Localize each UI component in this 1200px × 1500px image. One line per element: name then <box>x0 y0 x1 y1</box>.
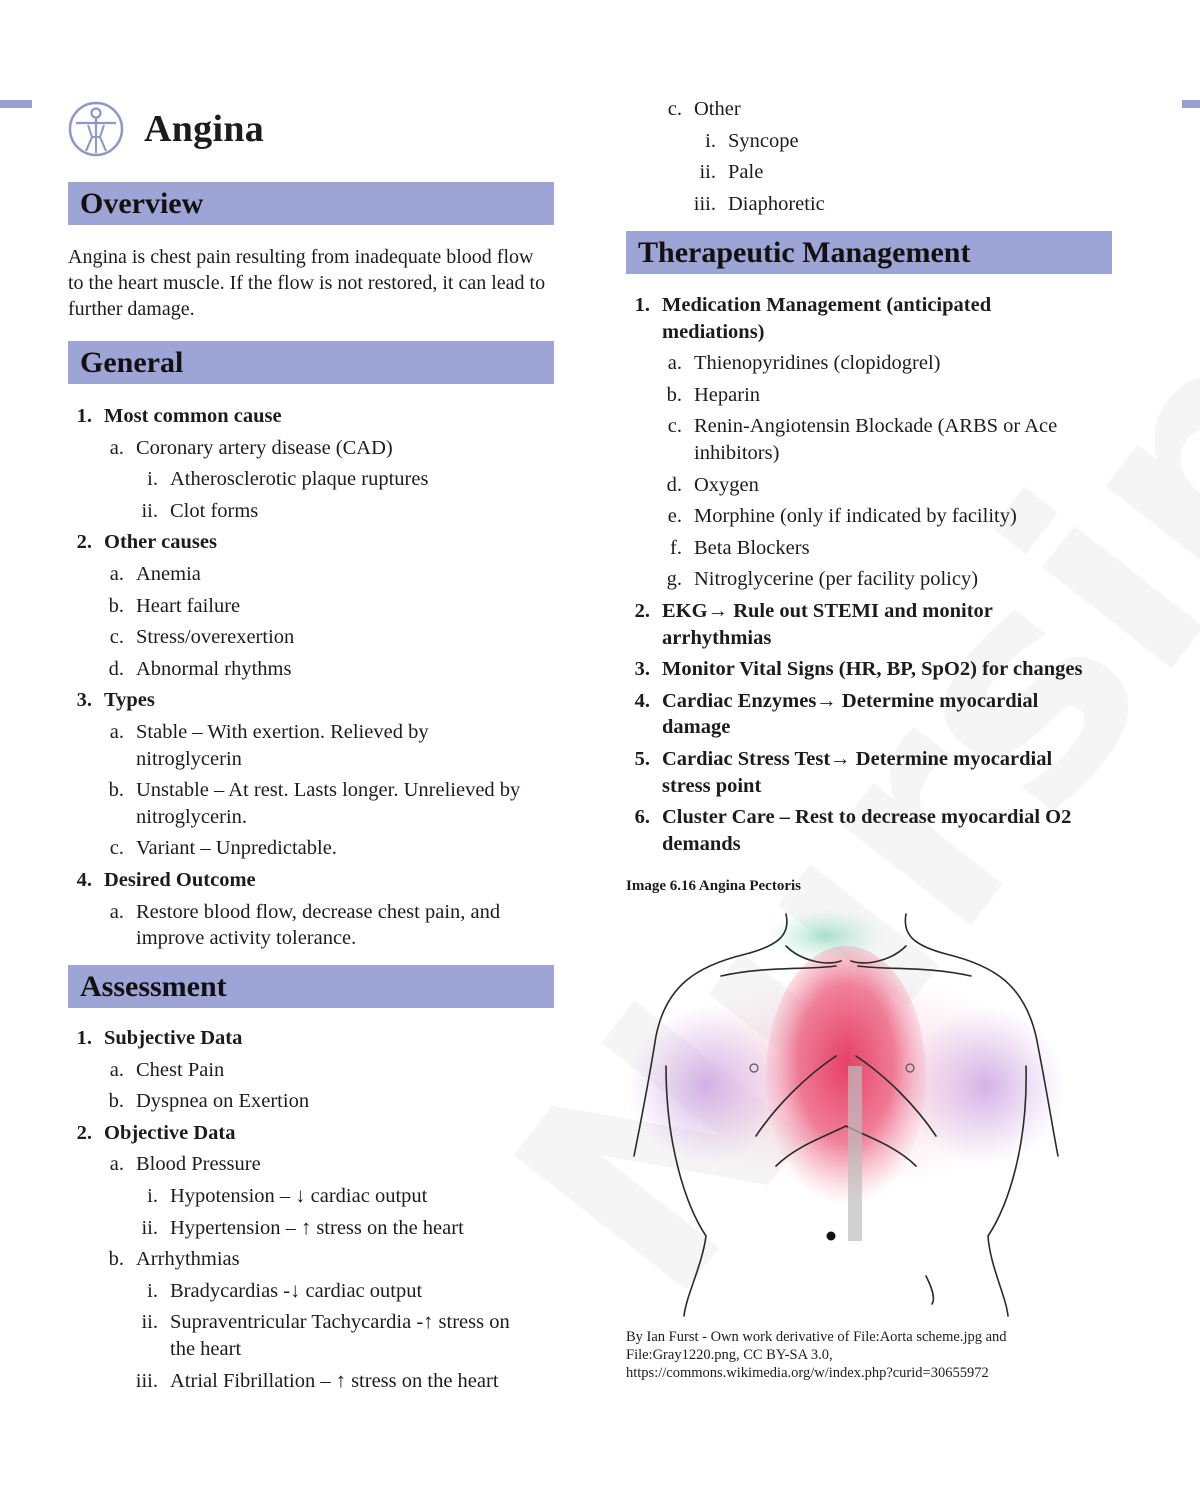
list-item-text: Arrhythmias <box>136 1248 240 1271</box>
list-item <box>667 350 941 376</box>
list-marker: c. <box>109 626 124 649</box>
list-marker: 4. <box>634 689 650 712</box>
left-edge-mark <box>0 100 32 108</box>
list-item <box>147 466 429 492</box>
list-item-text: the heart <box>170 1338 242 1360</box>
aorta-shadow <box>848 1066 862 1241</box>
list-item-text: Restore blood flow, decrease chest pain, and <box>136 900 501 923</box>
list-item-text: Supraventricular Tachycardia -↑ stress on <box>170 1311 510 1334</box>
list-marker: i. <box>147 468 158 491</box>
list-marker: 2. <box>76 1121 92 1144</box>
list-item-text: improve activity tolerance. <box>136 927 357 950</box>
list-item-text: Monitor Vital Signs (HR, BP, SpO2) for changes <box>662 658 1083 681</box>
list-item-text: nitroglycerin <box>136 747 242 770</box>
list-marker: 4. <box>76 869 92 891</box>
list-item <box>170 1336 241 1362</box>
assessment-heading: Assessment <box>68 965 554 1008</box>
list-item <box>109 899 501 925</box>
list-item-text: damage <box>662 716 731 739</box>
list-item-text: Stable – With exertion. Relieved by <box>136 721 429 743</box>
list-marker: g. <box>666 568 682 591</box>
list-marker: iii. <box>135 1369 158 1392</box>
list-item <box>634 598 993 624</box>
list-marker: 1. <box>634 294 650 316</box>
list-item <box>667 503 1017 529</box>
overview-heading: Overview <box>68 182 554 225</box>
list-item <box>108 1246 240 1272</box>
list-item <box>136 925 356 951</box>
list-marker: ii. <box>141 499 158 522</box>
list-marker: a. <box>109 721 124 743</box>
list-marker: i. <box>147 1279 158 1302</box>
list-item-text: Medication Management (anticipated <box>662 294 992 316</box>
list-item-text: Cardiac Enzymes→ Determine myocardial <box>662 689 1039 712</box>
list-item <box>109 435 393 461</box>
list-marker: 3. <box>634 658 650 681</box>
list-item-text: Variant – Unpredictable. <box>136 837 337 860</box>
list-item-text: Most common cause <box>104 405 282 427</box>
list-marker: c. <box>667 415 682 438</box>
vitruvian-logo-icon <box>68 101 124 157</box>
list-item-text: Morphine (only if indicated by facility) <box>694 505 1017 528</box>
right-arm-pain-zone <box>906 1006 1066 1166</box>
title-row <box>68 98 264 160</box>
list-item <box>141 1309 510 1335</box>
list-item <box>662 831 741 857</box>
list-item <box>76 403 282 429</box>
list-item-text: Heart failure <box>136 594 241 617</box>
list-item-text: arrhythmias <box>662 626 772 649</box>
list-item <box>670 535 810 561</box>
list-item-text: Hypotension – ↓ cardiac output <box>170 1185 428 1207</box>
list-item <box>634 292 992 318</box>
list-marker: 1. <box>76 1027 92 1049</box>
list-marker: e. <box>667 505 682 528</box>
list-item <box>667 413 1058 439</box>
list-item <box>76 687 155 713</box>
list-item <box>147 1278 423 1304</box>
list-item <box>141 498 259 524</box>
list-marker: a. <box>109 563 124 585</box>
list-item-text: Beta Blockers <box>694 536 810 559</box>
list-marker: b. <box>666 383 682 406</box>
list-marker: c. <box>109 837 124 860</box>
list-marker: i. <box>705 129 716 152</box>
list-item-text: Syncope <box>728 129 799 152</box>
list-item-text: stress point <box>662 774 762 797</box>
list-item-text: Dyspnea on Exertion <box>136 1090 310 1113</box>
list-item <box>694 440 779 466</box>
list-item-text: Coronary artery disease (CAD) <box>136 436 393 459</box>
list-item <box>135 1368 499 1394</box>
navel <box>827 1232 836 1241</box>
list-item <box>136 746 242 772</box>
list-marker: 2. <box>76 531 92 554</box>
list-item <box>109 561 201 587</box>
list-marker: 6. <box>634 806 650 829</box>
list-marker: 5. <box>634 748 650 770</box>
list-item-text: Clot forms <box>170 499 259 522</box>
list-marker: a. <box>109 1058 124 1081</box>
list-marker: a. <box>667 352 682 375</box>
list-item <box>699 159 764 185</box>
list-item <box>634 804 1072 830</box>
list-item <box>666 566 979 592</box>
list-item-text: demands <box>662 832 741 855</box>
list-item <box>109 624 295 650</box>
list-marker: a. <box>109 436 124 459</box>
list-item <box>136 804 247 830</box>
list-item-text: Unstable – At rest. Lasts longer. Unrelieved by <box>136 779 521 802</box>
list-item <box>109 719 429 745</box>
list-marker: 1. <box>76 405 92 427</box>
list-item-text: nitroglycerin. <box>136 805 248 828</box>
figure-credit: By Ian Furst - Own work derivative of File:Aorta scheme.jpg and File:Gray1220.png, CC BY-SA 3.0, https://commons.wikimedia.org/w/index.php?curid=30655972 <box>626 1329 1007 1381</box>
list-item-text: Diaphoretic <box>728 192 825 215</box>
list-item-text: Desired Outcome <box>104 869 256 891</box>
list-item-text: Blood Pressure <box>136 1153 261 1176</box>
list-item <box>76 1025 243 1051</box>
list-marker: ii. <box>699 161 716 184</box>
list-item-text: Anemia <box>136 563 201 585</box>
general-heading: General <box>68 341 554 384</box>
list-item-text: mediations) <box>662 320 765 343</box>
list-item-text: Subjective Data <box>104 1027 243 1049</box>
list-item <box>108 1088 310 1114</box>
list-marker: b. <box>108 1090 124 1113</box>
list-item-text: Types <box>104 689 155 712</box>
list-item <box>108 656 292 682</box>
list-marker: d. <box>666 473 682 496</box>
chest-pain-zone <box>766 946 926 1206</box>
list-marker: b. <box>108 779 124 802</box>
list-item-text: Cardiac Stress Test→ Determine myocardial <box>662 748 1053 770</box>
list-item <box>109 1151 261 1177</box>
list-marker: ii. <box>141 1311 158 1334</box>
list-marker: a. <box>109 900 124 923</box>
list-item-text: Oxygen <box>694 473 759 496</box>
list-item <box>693 191 825 217</box>
list-marker: ii. <box>141 1216 158 1239</box>
list-item-text: Atherosclerotic plaque ruptures <box>170 468 429 491</box>
list-item <box>662 773 761 799</box>
left-arm-pain-zone <box>626 1006 786 1166</box>
list-marker: a. <box>109 1153 124 1176</box>
list-item-text: Objective Data <box>104 1121 236 1144</box>
list-item-text: Chest Pain <box>136 1058 225 1081</box>
list-item <box>108 593 241 619</box>
list-item <box>666 382 761 408</box>
list-item <box>667 96 741 122</box>
list-marker: f. <box>670 536 682 559</box>
angina-pectoris-figure <box>626 906 1066 1324</box>
list-item <box>662 714 730 740</box>
list-item-text: Bradycardias -↓ cardiac output <box>170 1279 423 1302</box>
list-item <box>634 746 1053 772</box>
list-item-text: Heparin <box>694 383 761 406</box>
list-marker: b. <box>108 594 124 617</box>
list-item-text: Renin-Angiotensin Blockade (ARBS or Ace <box>694 415 1058 438</box>
list-item-text: Pale <box>728 161 764 184</box>
right-edge-mark <box>1182 100 1200 108</box>
list-marker: 2. <box>634 600 650 622</box>
list-item <box>666 472 759 498</box>
list-item-text: Abnormal rhythms <box>136 657 292 680</box>
figure-caption: Image 6.16 Angina Pectoris <box>626 878 801 894</box>
list-marker: c. <box>667 98 682 120</box>
list-item <box>141 1215 464 1241</box>
list-marker: b. <box>108 1248 124 1271</box>
list-item <box>662 625 771 651</box>
list-item-text: EKG→ Rule out STEMI and monitor <box>662 600 993 622</box>
list-item <box>109 835 337 861</box>
list-item-text: Cluster Care – Rest to decrease myocardial O2 <box>662 806 1072 829</box>
list-item <box>634 688 1039 714</box>
list-marker: d. <box>108 657 124 680</box>
therapeutic-heading: Therapeutic Management <box>626 231 1112 274</box>
list-item-text: Other <box>694 98 741 120</box>
list-marker: iii. <box>693 192 716 215</box>
list-item <box>147 1183 428 1209</box>
list-item <box>76 867 256 893</box>
list-marker: 3. <box>76 689 92 712</box>
overview-text: Angina is chest pain resulting from inadequate blood flow to the heart muscle. If the flow is not restored, it can lead to further damage. <box>68 246 546 320</box>
list-item-text: inhibitors) <box>694 442 780 464</box>
list-item-text: Stress/overexertion <box>136 626 295 649</box>
list-item <box>76 1120 236 1146</box>
list-item <box>634 656 1083 682</box>
list-item <box>76 529 217 555</box>
list-marker: i. <box>147 1185 158 1207</box>
list-item <box>108 777 521 803</box>
list-item-text: Thienopyridines (clopidogrel) <box>694 352 941 375</box>
list-item <box>109 1057 225 1083</box>
list-item <box>705 128 799 154</box>
list-item-text: Hypertension – ↑ stress on the heart <box>170 1216 464 1239</box>
list-item-text: Nitroglycerine (per facility policy) <box>694 568 979 591</box>
page-title: Angina <box>144 108 265 150</box>
list-item <box>662 319 765 345</box>
list-item-text: Other causes <box>104 531 217 554</box>
list-item-text: Atrial Fibrillation – ↑ stress on the heart <box>170 1369 499 1392</box>
